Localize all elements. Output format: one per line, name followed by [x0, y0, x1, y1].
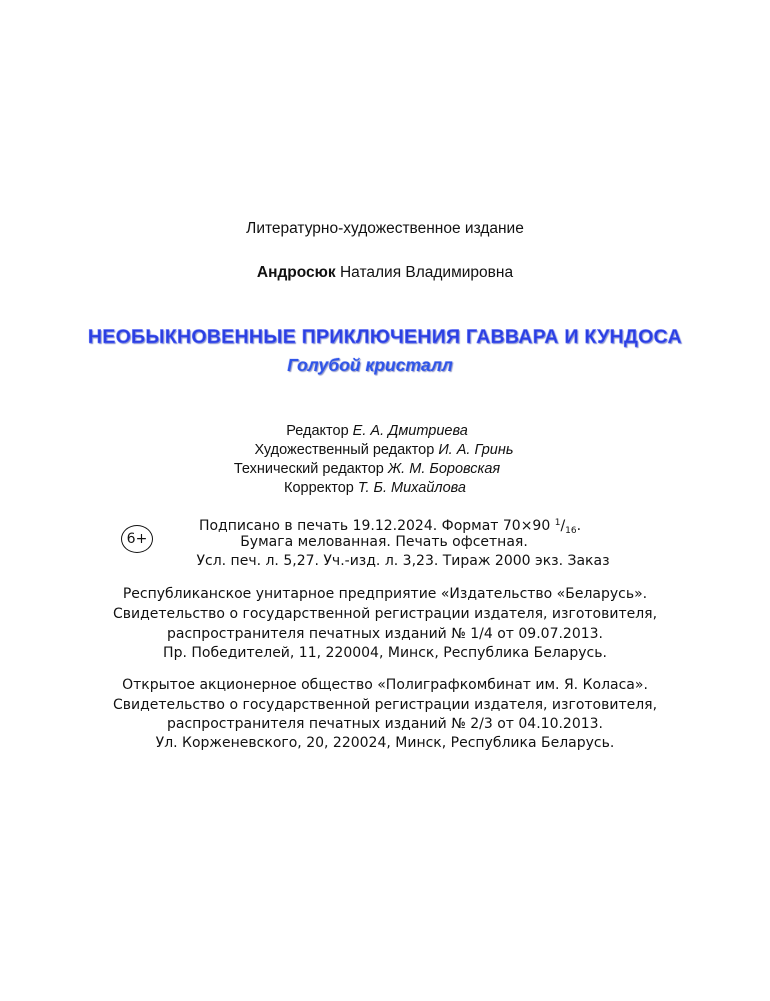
age-rating-badge: 6+	[121, 525, 153, 553]
print-signed-end: .	[576, 518, 582, 534]
book-title: НЕОБЫКНОВЕННЫЕ ПРИКЛЮЧЕНИЯ ГАВВАРА И КУНДОСА	[88, 326, 682, 348]
staff-role: Корректор	[284, 480, 354, 496]
printer-line: Ул. Корженевского, 20, 220024, Минск, Республика Беларусь.	[155, 735, 615, 751]
format-denominator: 16	[565, 526, 577, 536]
printer-line: Открытое акционерное общество «Полиграфкомбинат им. Я. Коласа».	[122, 677, 648, 693]
staff-role: Технический редактор	[233, 461, 384, 477]
author-given-name: Наталия Владимировна	[339, 264, 514, 281]
staff-role: Художественный редактор	[254, 442, 435, 458]
staff-line-tech-editor	[0, 459, 752, 479]
publisher-line: Свидетельство о государственной регистрации издателя, изготовителя,	[112, 606, 658, 622]
book-subtitle: Голубой кристалл	[287, 355, 453, 375]
publisher-line: распространителя печатных изданий № 1/4 от 09.07.2013.	[166, 626, 604, 642]
author-line	[0, 263, 770, 283]
staff-name: Т. Б. Михайлова	[357, 480, 466, 496]
staff-line-art-editor	[0, 440, 769, 460]
paper-line: Бумага мелованная. Печать офсетная.	[240, 534, 528, 550]
publisher-line: Республиканское унитарное предприятие «Издательство «Беларусь».	[122, 586, 648, 602]
staff-line-proofreader	[0, 478, 760, 498]
author-surname: Андросюк	[256, 264, 336, 281]
publisher-line: Пр. Победителей, 11, 220004, Минск, Республика Беларусь.	[163, 645, 607, 661]
staff-name: Е. А. Дмитриева	[352, 423, 468, 439]
staff-line-editor	[0, 421, 762, 441]
staff-name: И. А. Гринь	[438, 442, 514, 458]
printer-line: распространителя печатных изданий № 2/3 от 04.10.2013.	[166, 716, 604, 732]
sheets-line: Усл. печ. л. 5,27. Уч.-изд. л. 3,23. Тираж 2000 экз. Заказ	[196, 553, 610, 569]
format-numerator: 1	[554, 518, 561, 528]
print-signed-text: Подписано в печать 19.12.2024. Формат 70×90	[198, 518, 551, 534]
print-signed-line: Подписано в печать 19.12.2024. Формат 70×90 $^1/_{16}$.	[198, 518, 582, 536]
staff-name: Ж. М. Боровская	[387, 461, 501, 477]
printer-line: Свидетельство о государственной регистрации издателя, изготовителя,	[112, 697, 658, 713]
staff-role: Редактор	[286, 423, 349, 439]
edition-kind: Литературно-художественное издание	[246, 220, 524, 237]
